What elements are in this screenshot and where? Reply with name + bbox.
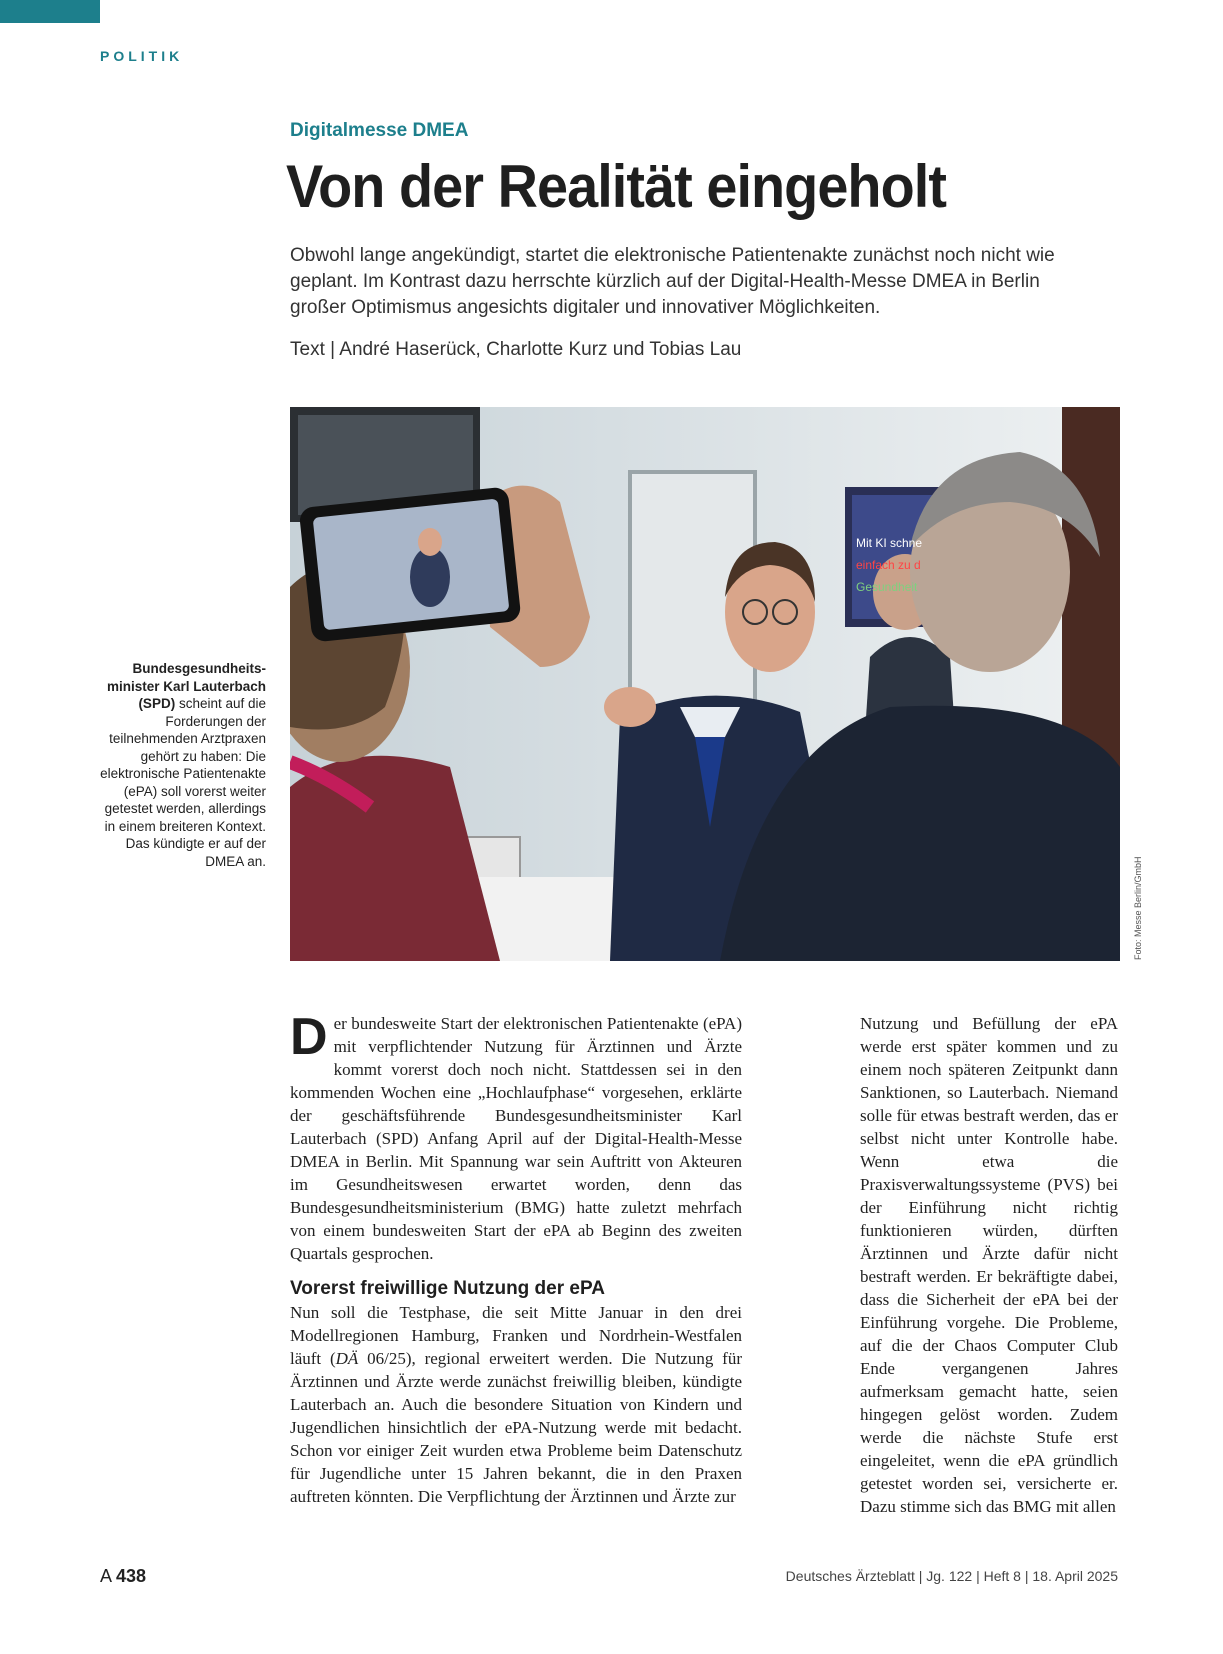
photo-caption xyxy=(96,660,266,870)
paragraph-1-text: er bundesweite Start der elektronischen Patientenakte (ePA) mit verpflichtender Nutzung für Ärztinnen und Ärzte kommt vorerst doch noch nicht. Stattdessen sei in den kommenden Wochen eine „Hochlaufphase“ vorgesehen, erklärte der geschäftsführende Bundesgesundheitsminister Karl Lauterbach (SPD) Anfang April auf der Digital-Health-Messe DMEA in Berlin. Mit Spannung war sein Auftritt von Akteuren im Gesundheitswesen erwartet worden, denn das Bundesgesundheitsministerium (BMG) hatte zuletzt mehrfach von einem bundesweiten Start der ePA ab Beginn des zweiten Quartals gesprochen. xyxy=(290,1014,742,1263)
body-paragraph-1 xyxy=(290,1008,742,1265)
article-photo xyxy=(290,407,1120,961)
drop-cap: D xyxy=(290,1008,328,1066)
paragraph-2-text-b: 06/25), regional erweitert werden. Die Nutzung für Ärztinnen und Ärzte werde zunächst freiwillig bleiben, kündigte Lauterbach an. Auch die besondere Situation von Kindern und Jugendlichen hinsichtlich der ePA-Nutzung werde mit bedacht. Schon vor einiger Zeit wurden etwa Probleme beim Datenschutz für Jugendliche unter 15 Jahren bekannt, die in den Praxen auftreten könnten. Die Verpflichtung der Ärztinnen und Ärzte zur xyxy=(290,1349,742,1506)
article-byline: Text | André Haserück, Charlotte Kurz und Tobias Lau xyxy=(290,339,742,360)
tv-screen-line-2: einfach zu d xyxy=(856,558,921,572)
tv-screen-line-3: Gesundheit xyxy=(856,580,918,594)
body-column-2 xyxy=(860,1012,1118,1518)
page-number-value: 438 xyxy=(116,1566,147,1586)
article-headline: Von der Realität eingeholt xyxy=(286,153,946,220)
page-prefix: A xyxy=(100,1566,112,1586)
journal-reference: DÄ xyxy=(335,1349,359,1368)
page-number xyxy=(100,1566,146,1587)
paragraph-2-text-a: Nun soll die Testphase, die seit Mitte Januar in den drei Modellregionen Hamburg, Franken und Nordrhein-Westfalen läuft ( xyxy=(290,1303,742,1368)
body-paragraph-3: Nutzung und Befüllung der ePA werde erst später kommen und zu einem noch späteren Zeitpunkt dann Sanktionen, so Lauterbach. Niemand solle für etwas bestraft werden, das er selbst nicht unter Kontrolle habe. Wenn etwa die Praxisverwaltungssysteme (PVS) bei der Einführung nicht richtig funktionieren würden, dürften Ärztinnen und Ärzte dafür nicht bestraft werden. Er bekräftigte dabei, dass die Sicherheit der ePA bei der Einführung vorgehe. Die Probleme, auf die der Chaos Computer Club Ende vergangenen Jahres aufmerksam gemacht hatte, seien hingegen gelöst worden. Zudem werde die nächste Stufe erst eingeleitet, wenn die ePA gründlich getestet worden sei, versicherte er. Dazu stimme sich das BMG mit allen xyxy=(860,1014,1118,1516)
tv-screen-line-1: Mit KI schne xyxy=(856,536,923,550)
corner-accent-bar xyxy=(0,0,100,23)
photo-illustration xyxy=(290,407,1120,961)
caption-text: scheint auf die Forderungen der teilnehmenden Arztpraxen gehört zu haben: Die elektronische Patientenakte (ePA) soll vorerst weiter getestet werden, allerdings in einem breiteren Kontext. Das kündigte er auf der DMEA an. xyxy=(100,696,266,869)
article-lead: Obwohl lange angekündigt, startet die elektronische Patientenakte zunächst noch nicht wie geplant. Im Kontrast dazu herrschte kürzlich auf der Digital-Health-Messe DMEA in Berlin großer Optimismus angesichts digitaler und innovativer Möglichkeiten. xyxy=(290,245,1055,318)
section-label: POLITIK xyxy=(100,48,184,64)
body-paragraph-2 xyxy=(290,1301,742,1508)
journal-footer: Deutsches Ärzteblatt | Jg. 122 | Heft 8 | 18. April 2025 xyxy=(785,1568,1118,1584)
body-column-1 xyxy=(290,1008,742,1508)
subheading: Vorerst freiwillige Nutzung der ePA xyxy=(290,1278,605,1299)
photo-credit: Foto: Messe Berlin/GmbH xyxy=(1133,856,1143,960)
caption-bold-lead: Bundesgesundheitsminister Karl Lauterbach (SPD) xyxy=(106,661,266,711)
article-kicker: Digitalmesse DMEA xyxy=(290,120,469,141)
